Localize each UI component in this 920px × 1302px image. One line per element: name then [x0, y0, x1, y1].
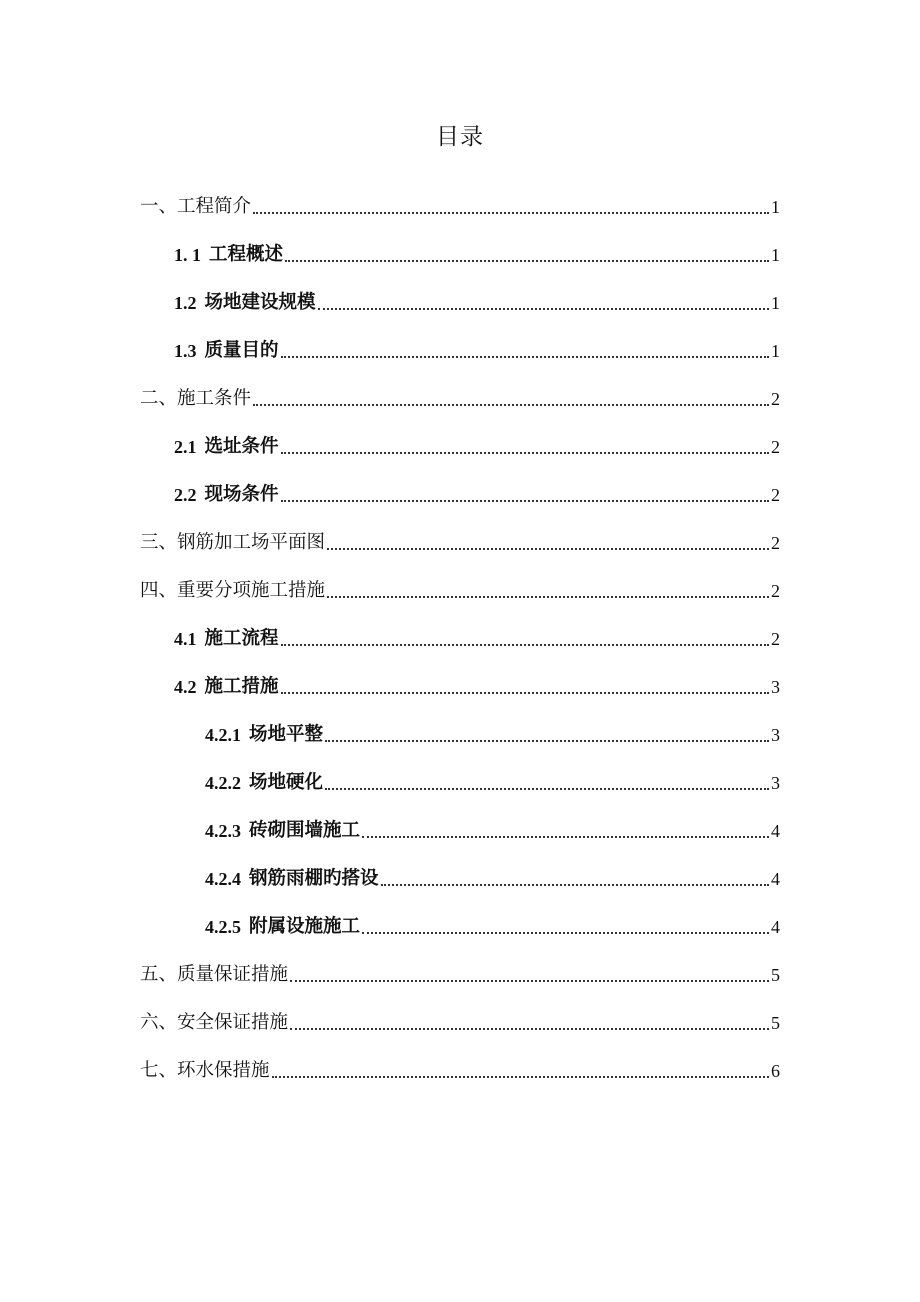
- toc-entry-number: 4.2.3: [205, 821, 241, 841]
- toc-entry[interactable]: [174, 624, 780, 654]
- toc-entry-page-number: 5: [771, 1013, 780, 1033]
- dot-leader: [281, 452, 769, 454]
- toc-entry-title: 场地平整: [249, 724, 324, 745]
- toc-entry-page-number: 4: [771, 869, 780, 889]
- toc-entry-page-number: 1: [771, 341, 780, 361]
- toc-entry[interactable]: [205, 768, 780, 798]
- dot-leader: [362, 836, 769, 838]
- toc-entry-page-number: 5: [771, 965, 780, 985]
- dot-leader: [285, 260, 769, 262]
- toc-entry-title: 五、质量保证措施: [140, 964, 289, 985]
- toc-entry-page-number: 1: [771, 197, 780, 217]
- toc-entry[interactable]: [205, 816, 780, 846]
- toc-entry-page-number: 2: [771, 629, 780, 649]
- toc-entry-number: 4.2.1: [205, 725, 241, 745]
- toc-entry-number: 2.1: [174, 437, 197, 457]
- dot-leader: [290, 1028, 769, 1030]
- toc-entry-title: 三、钢筋加工场平面图: [140, 532, 326, 553]
- toc-entry-page-number: 2: [771, 533, 780, 553]
- toc-entry[interactable]: [140, 528, 780, 558]
- toc-entry-page-number: 4: [771, 821, 780, 841]
- toc-entry-title: 四、重要分项施工措施: [140, 580, 326, 601]
- toc-entry-number: 4.2: [174, 677, 197, 697]
- toc-entry-title: 施工措施: [204, 676, 279, 697]
- toc-entry-number: 2.2: [174, 485, 197, 505]
- toc-entry[interactable]: [205, 720, 780, 750]
- toc-entry-page-number: 1: [771, 245, 780, 265]
- toc-entry-title: 质量目的: [204, 340, 279, 361]
- toc-entry[interactable]: [140, 384, 780, 414]
- toc-entry[interactable]: [174, 432, 780, 462]
- toc-entry-page-number: 2: [771, 485, 780, 505]
- dot-leader: [381, 884, 769, 886]
- dot-leader: [281, 644, 769, 646]
- toc-entry-title: 一、工程简介: [140, 196, 252, 217]
- dot-leader: [253, 404, 769, 406]
- toc-entry[interactable]: [140, 192, 780, 222]
- toc-entry-page-number: 2: [771, 581, 780, 601]
- toc-entry-title: 施工流程: [204, 628, 279, 649]
- toc-entry-title: 场地建设规模: [204, 292, 316, 313]
- toc-entry-number: 1. 1: [174, 245, 201, 265]
- dot-leader: [362, 932, 769, 934]
- dot-leader: [281, 692, 769, 694]
- toc-entry-title: 钢筋雨棚旳搭设: [249, 868, 379, 889]
- toc-entry[interactable]: [205, 864, 780, 894]
- toc-entry-title: 附属设施施工: [249, 916, 361, 937]
- toc-entry-title: 场地硬化: [249, 772, 324, 793]
- toc-entry-page-number: 3: [771, 773, 780, 793]
- toc-entry-number: 1.3: [174, 341, 197, 361]
- toc-entry[interactable]: [174, 336, 780, 366]
- dot-leader: [281, 500, 769, 502]
- toc-entry-page-number: 2: [771, 437, 780, 457]
- toc-entry-title: 六、安全保证措施: [140, 1012, 289, 1033]
- toc-entry-page-number: 6: [771, 1061, 780, 1081]
- dot-leader: [253, 212, 769, 214]
- toc-entry-page-number: 1: [771, 293, 780, 313]
- toc-entry-title: 二、施工条件: [140, 388, 252, 409]
- toc-entry[interactable]: [205, 912, 780, 942]
- toc-entry[interactable]: [174, 480, 780, 510]
- toc-entry-title: 现场条件: [204, 484, 279, 505]
- toc-entry[interactable]: [140, 1008, 780, 1038]
- dot-leader: [325, 740, 769, 742]
- toc-entry-number: 4.1: [174, 629, 197, 649]
- page-title: 目录: [436, 124, 484, 150]
- dot-leader: [318, 308, 769, 310]
- toc-entry-number: 4.2.5: [205, 917, 241, 937]
- toc-entry-page-number: 2: [771, 389, 780, 409]
- dot-leader: [290, 980, 769, 982]
- toc-entry-title: 七、环水保措施: [140, 1060, 270, 1081]
- toc-entry[interactable]: [174, 672, 780, 702]
- toc-entry[interactable]: [140, 1056, 780, 1086]
- toc-entry-title: 选址条件: [204, 436, 279, 457]
- toc-entry-number: 4.2.2: [205, 773, 241, 793]
- toc-entry-page-number: 3: [771, 725, 780, 745]
- toc-entry-title: 工程概述: [209, 244, 284, 265]
- dot-leader: [327, 548, 769, 550]
- toc-entry-number: 4.2.4: [205, 869, 241, 889]
- toc-entry-page-number: 3: [771, 677, 780, 697]
- toc-entry[interactable]: [174, 288, 780, 318]
- toc-entry[interactable]: [140, 960, 780, 990]
- toc-entry-title: 砖砌围墙施工: [249, 820, 361, 841]
- dot-leader: [272, 1076, 769, 1078]
- dot-leader: [325, 788, 769, 790]
- dot-leader: [327, 596, 769, 598]
- dot-leader: [281, 356, 769, 358]
- toc-entry[interactable]: [140, 576, 780, 606]
- toc-entry-page-number: 4: [771, 917, 780, 937]
- toc-entry[interactable]: [174, 240, 780, 270]
- toc-entry-number: 1.2: [174, 293, 197, 313]
